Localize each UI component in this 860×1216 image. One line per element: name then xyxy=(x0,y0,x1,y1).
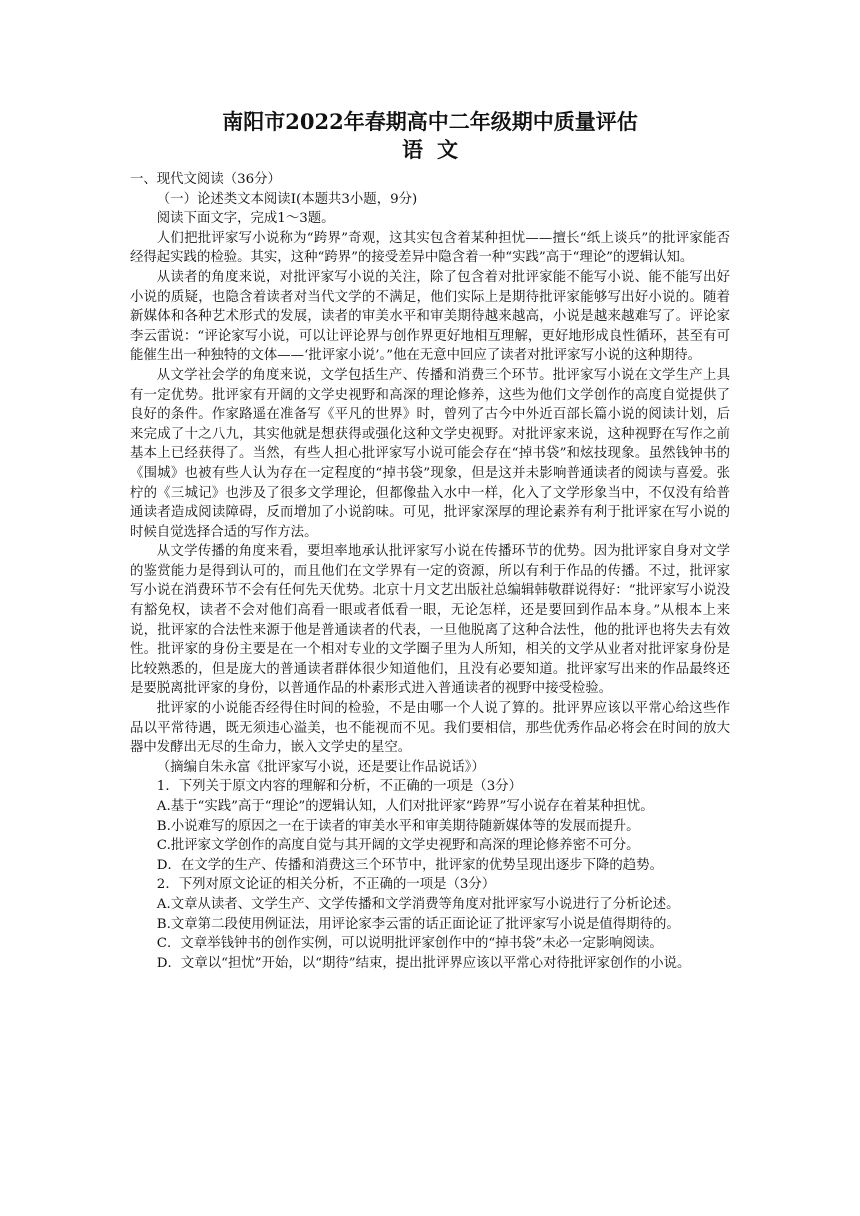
question-option: D．在文学的生产、传播和消费这三个环节中，批评家的优势呈现出逐步下降的趋势。 xyxy=(156,857,663,873)
question-option: C.批评家文学创作的高度自觉与其开阔的文学史视野和高深的理论修养密不可分。 xyxy=(156,838,640,854)
question-stem: 2．下列对原文论证的相关分析，不正确的一项是（3分） xyxy=(156,877,496,893)
question-option: D．文章以“担忧”开始，以“期待”结束，提出批评界应该以平常心对待批评家创作的小说。 xyxy=(156,955,691,971)
article-paragraph: 从读者的角度来说，对批评家写小说的关注，除了包含着对批评家能不能写小说、能不能写出好小说的质疑，也隐含着读者对当代文学的不满足，他们实际上是期待批评家能够写出好小说的。随着新媒体和各种艺术形式的发展，读者的审美水平和审美期待越来越高，小说是越来越难写了。评论家李云雷说：“评论家写小说，可以让评论界与创作界更好地相互理解，更好地形成良性循环，甚至有可能催生出一种独特的文体——‘批评家小说’。”他在无意中回应了读者对批评家写小说的这种期待。 xyxy=(130,269,730,364)
article-paragraph: 人们把批评家写小说称为“跨界”奇观，这其实包含着某种担忧——擅长“纸上谈兵”的批评家能否经得起实践的检验。其实，这种“跨界”的接受差异中隐含着一种“实践”高于“理论”的逻辑认知。 xyxy=(130,230,730,266)
question-option: A.文章从读者、文学生产、文学传播和文学消费等角度对批评家写小说进行了分析论述。 xyxy=(156,896,680,912)
article-paragraph: 批评家的小说能否经得住时间的检验，不是由哪一个人说了算的。批评界应该以平常心给这些作品以平常待遇，既无须违心溢美，也不能视而不见。我们要相信，那些优秀作品必将会在时间的放大器中发酵出无尽的生命力，嵌入文学史的星空。 xyxy=(130,701,730,756)
section-heading: 一、现代文阅读（36分） xyxy=(130,172,281,187)
instruction: 阅读下面文字，完成1～3题。 xyxy=(156,211,335,227)
article-source: （摘编自朱永富《批评家写小说，还是要让作品说话》） xyxy=(156,759,485,775)
question-option: C．文章举钱钟书的创作实例，可以说明批评家创作中的“掉书袋”未必一定影响阅读。 xyxy=(156,936,663,952)
question-stem: 1．下列关于原文内容的理解和分析，不正确的一项是（3分） xyxy=(156,779,522,795)
question-option: B.文章第二段使用例证法，用评论家李云雷的话正面论证了批评家写小说是值得期待的。 xyxy=(156,916,680,932)
question-option: A.基于“实践”高于“理论”的逻辑认知，人们对批评家“跨界”写小说存在着某种担忧。 xyxy=(156,799,654,814)
article-paragraph: 从文学社会学的角度来说，文学包括生产、传播和消费三个环节。批评家写小说在文学生产上具有一定优势。批评家有开阔的文学史视野和高深的理论修养，这些为他们文学创作的高度自觉提供了良好的条件。作家路遥在准备写《平凡的世界》时，曾列了古今中外近百部长篇小说的阅读计划，后来完成了十之八九，其实他就是想获得或强化这种文学史视野。对批评家来说，这种视野在写作之前基本上已经获得了。当然，有些人担心批评家写小说可能会存在“掉书袋”和炫技现象。虽然钱钟书的《围城》也被有些人认为存在一定程度的“掉书袋”现象，但是这并未影响普通读者的阅读与喜爱。张柠的《三城记》也涉及了很多文学理论，但都像盐入水中一样，化入了文学形象当中，不仅没有给普通读者造成阅读障碍，反而增加了小说韵味。可见，批评家深厚的理论素养有利于批评家在写小说的时候自觉选择合适的写作方法。 xyxy=(130,367,730,540)
exam-page xyxy=(130,108,730,973)
exam-title: 南阳市2022年春期高中二年级期中质量评估 xyxy=(222,109,638,134)
subject-title: 语文 xyxy=(402,137,472,162)
question-option: B.小说难写的原因之一在于读者的审美水平和审美期待随新媒体等的发展而提升。 xyxy=(156,818,640,834)
article-paragraph: 从文学传播的角度来看，要坦率地承认批评家写小说在传播环节的优势。因为批评家自身对文学的鉴赏能力是得到认可的，而且他们在文学界有一定的资源，所以有利于作品的传播。不过，批评家写小说在消费环节不会有任何先天优势。北京十月文艺出版社总编辑韩敬群说得好：“批评家写小说没有豁免权，读者不会对他们高看一眼或者低看一眼，无论怎样，还是要回到作品本身。”从根本上来说，批评家的合法性来源于他是普通读者的代表，一旦他脱离了这种合法性，他的批评也将失去有效性。批评家的身份主要是在一个相对专业的文学圈子里为人所知，相关的文学从业者对批评家身份是比较熟悉的，但是庞大的普通读者群体很少知道他们，且没有必要知道。批评家写出来的作品最终还是要脱离批评家的身份，以普通作品的朴素形式进入普通读者的视野中接受检验。 xyxy=(130,544,730,697)
sub-heading: （一）论述类文本阅读Ⅰ(本题共3小题，9分) xyxy=(156,191,418,207)
